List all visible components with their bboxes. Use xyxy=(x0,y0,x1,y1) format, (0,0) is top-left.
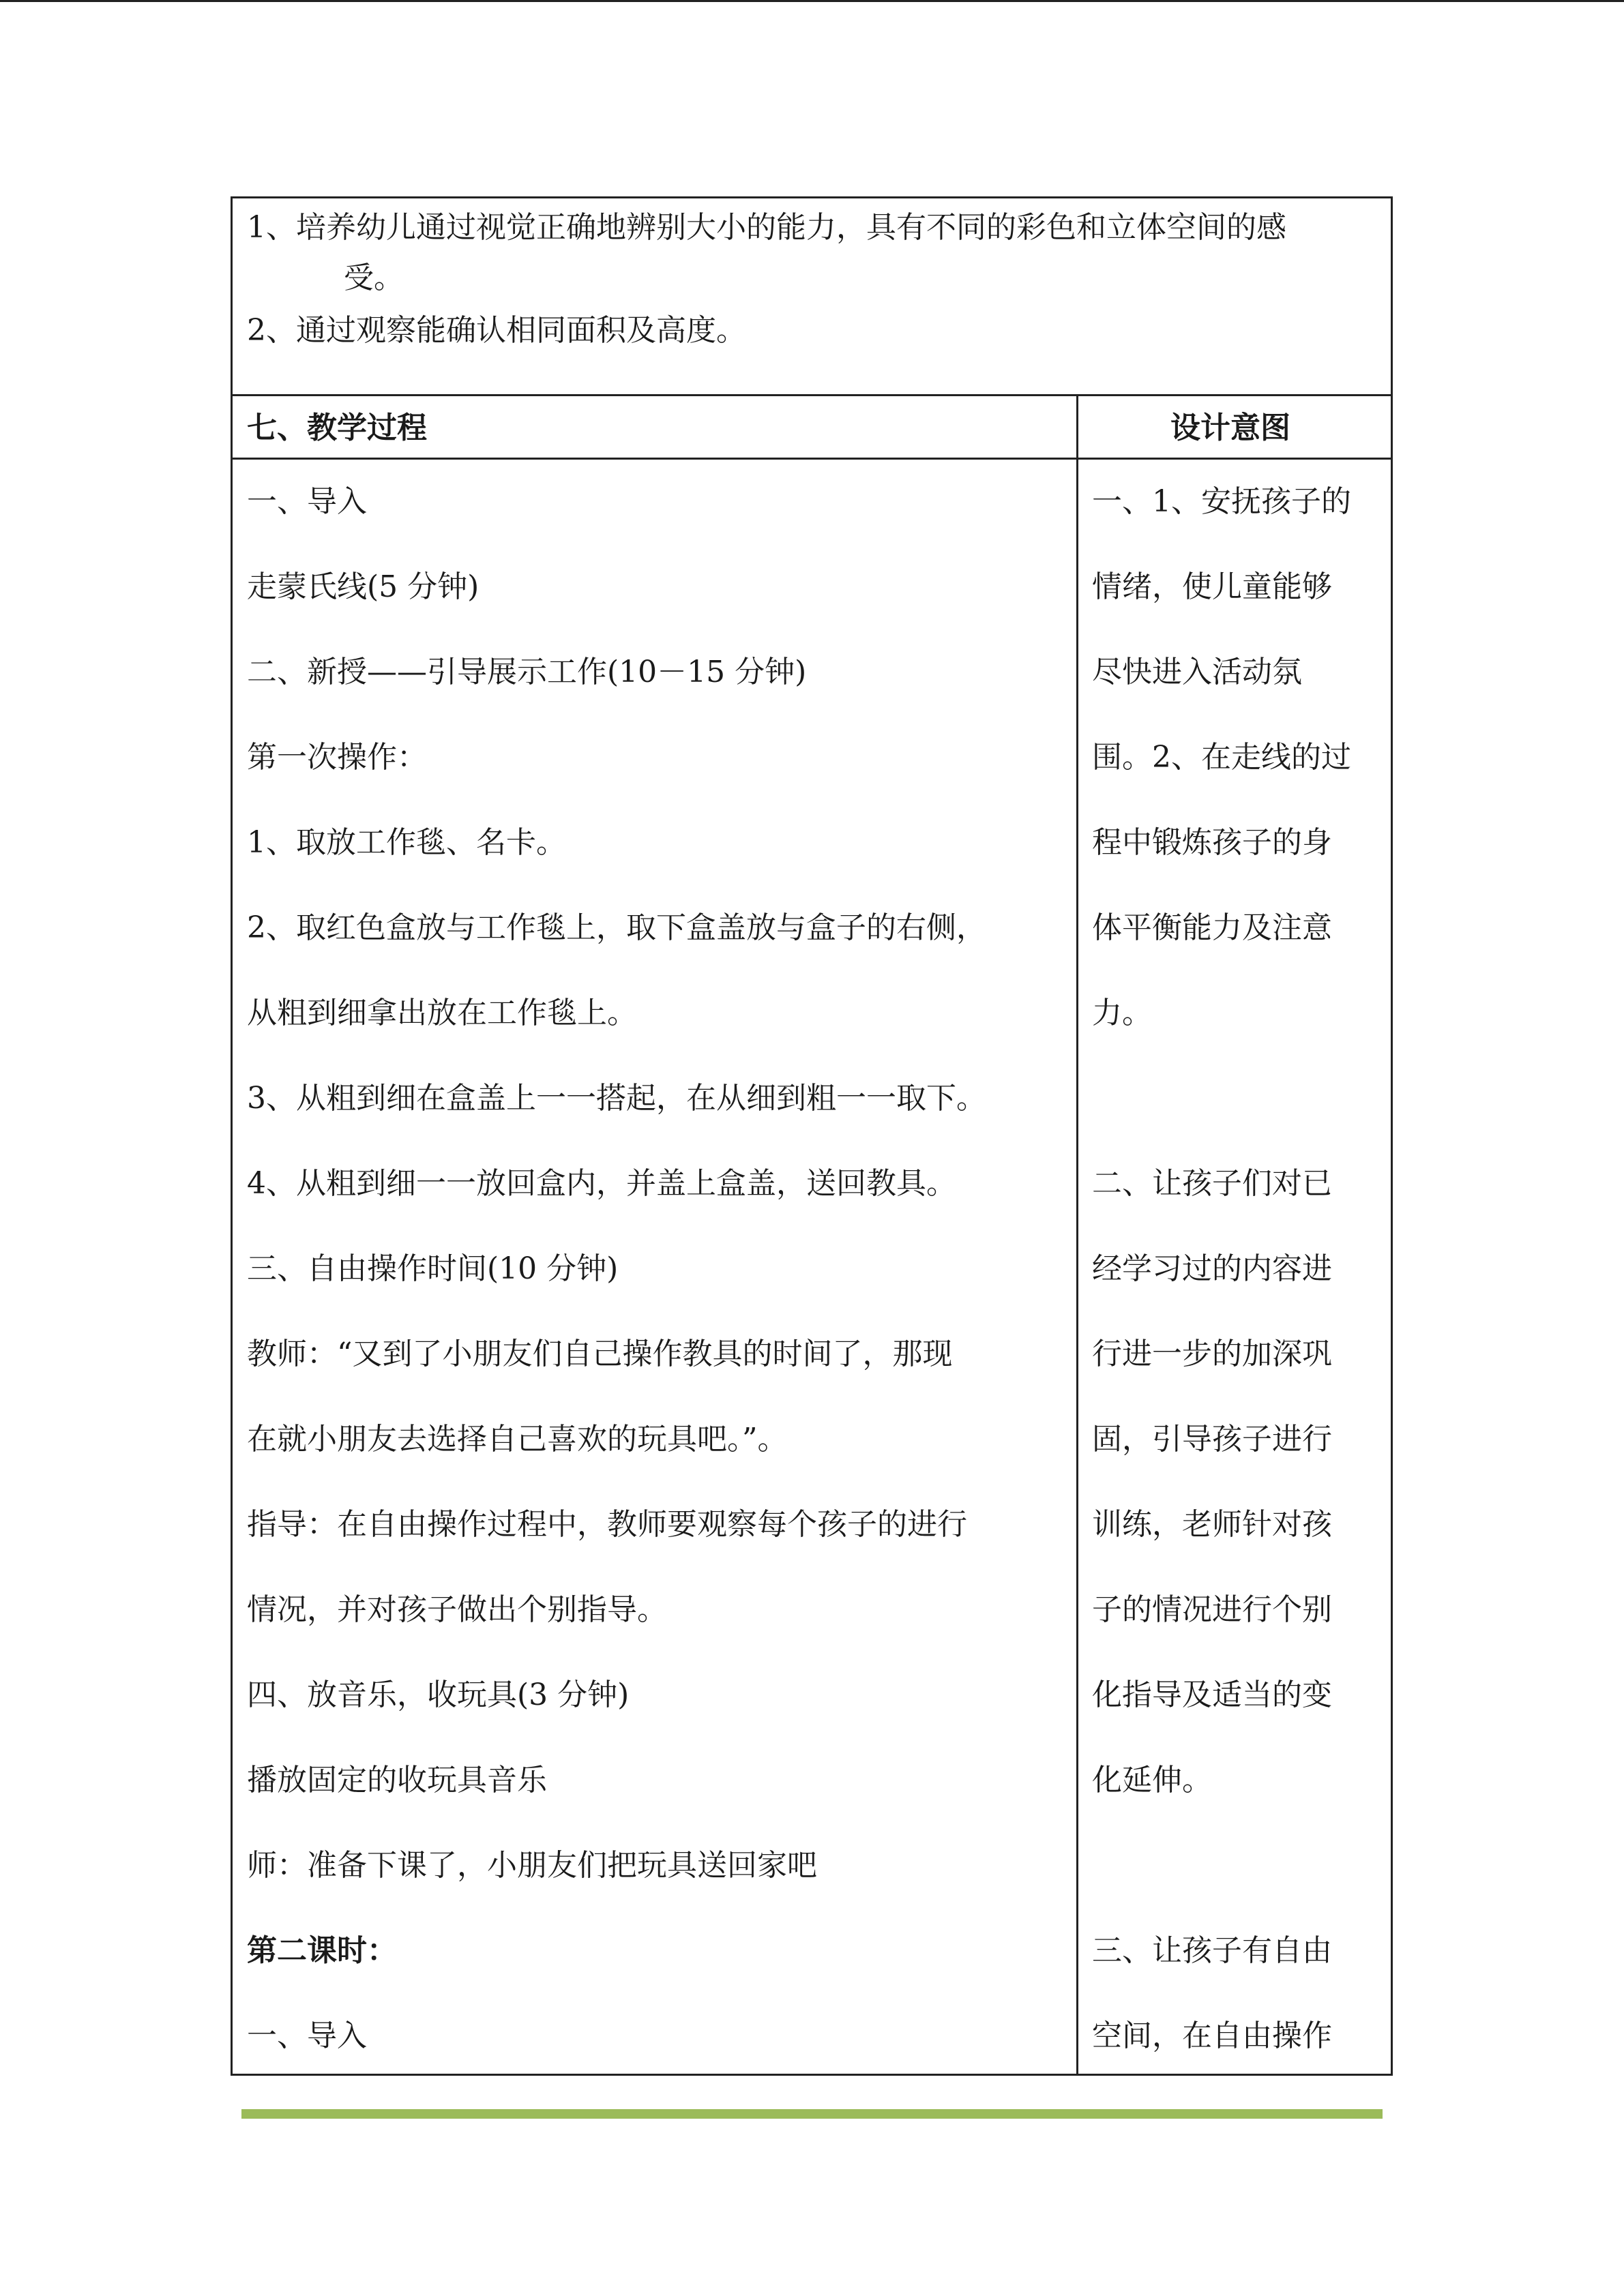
process-line: 4、从粗到细一一放回盒内，并盖上盒盖，送回教具。 xyxy=(247,1166,956,1201)
process-line: 一、导入 xyxy=(247,2018,367,2053)
process-line: 第一次操作： xyxy=(247,740,427,775)
process-line: 在就小朋友去选择自己喜欢的玩具吧。”。 xyxy=(247,1422,788,1457)
intent-line: 空间，在自由操作 xyxy=(1092,2018,1332,2053)
row-divider-objectives xyxy=(233,394,1391,396)
process-line-second-session: 第二课时： xyxy=(247,1933,397,1968)
process-line: 一、导入 xyxy=(247,484,367,519)
process-line: 指导：在自由操作过程中，教师要观察每个孩子的进行 xyxy=(247,1507,967,1542)
intent-line: 化延伸。 xyxy=(1092,1763,1212,1798)
intent-heading: 设计意图 xyxy=(1170,411,1290,445)
intent-line: 体平衡能力及注意 xyxy=(1092,910,1332,945)
process-line: 2、取红色盒放与工作毯上，取下盒盖放与盒子的右侧， xyxy=(247,910,986,945)
objective-1: 1、培养幼儿通过视觉正确地辨别大小的能力，具有不同的彩色和立体空间的感 xyxy=(247,210,1286,245)
intent-line: 尽快进入活动氛 xyxy=(1092,655,1302,689)
intent-line: 三、让孩子有自由 xyxy=(1092,1933,1332,1968)
process-line: 情况，并对孩子做出个别指导。 xyxy=(247,1592,667,1627)
process-line: 三、自由操作时间(10 分钟) xyxy=(247,1251,619,1286)
process-line: 播放固定的收玩具音乐 xyxy=(247,1763,547,1798)
intent-line: 固，引导孩子进行 xyxy=(1092,1422,1332,1457)
intent-line: 二、让孩子们对已 xyxy=(1092,1166,1332,1201)
page-top-rule xyxy=(0,0,1624,2)
intent-line: 力。 xyxy=(1092,996,1152,1030)
objective-1-continued: 受。 xyxy=(344,260,404,295)
intent-line: 子的情况进行个别 xyxy=(1092,1592,1332,1627)
process-heading: 七、教学过程 xyxy=(247,411,427,445)
intent-line: 化指导及适当的变 xyxy=(1092,1678,1332,1712)
intent-line: 围。2、在走线的过 xyxy=(1092,740,1351,775)
row-divider-header xyxy=(233,458,1391,460)
objective-2: 2、通过观察能确认相同面积及高度。 xyxy=(247,313,746,348)
process-line: 教师：“又到了小朋友们自己操作教具的时间了，那现 xyxy=(247,1337,953,1371)
intent-line: 训练，老师针对孩 xyxy=(1092,1507,1332,1542)
process-line: 3、从粗到细在盒盖上一一搭起，在从细到粗一一取下。 xyxy=(247,1081,986,1116)
process-line: 四、放音乐，收玩具(3 分钟) xyxy=(247,1678,630,1712)
intent-line: 一、1、安抚孩子的 xyxy=(1092,484,1351,519)
footer-accent-bar xyxy=(241,2109,1383,2119)
process-line: 二、新授——引导展示工作(10－15 分钟) xyxy=(247,655,807,689)
intent-line: 程中锻炼孩子的身 xyxy=(1092,825,1332,860)
process-line: 1、取放工作毯、名卡。 xyxy=(247,825,566,860)
intent-line: 经学习过的内容进 xyxy=(1092,1251,1332,1286)
column-divider xyxy=(1076,395,1078,2074)
process-line: 走蒙氏线(5 分钟) xyxy=(247,569,479,604)
process-line: 师：准备下课了，小朋友们把玩具送回家吧 xyxy=(247,1848,817,1883)
intent-line: 情绪，使儿童能够 xyxy=(1092,569,1332,604)
process-line: 从粗到细拿出放在工作毯上。 xyxy=(247,996,637,1030)
intent-line: 行进一步的加深巩 xyxy=(1092,1337,1332,1371)
